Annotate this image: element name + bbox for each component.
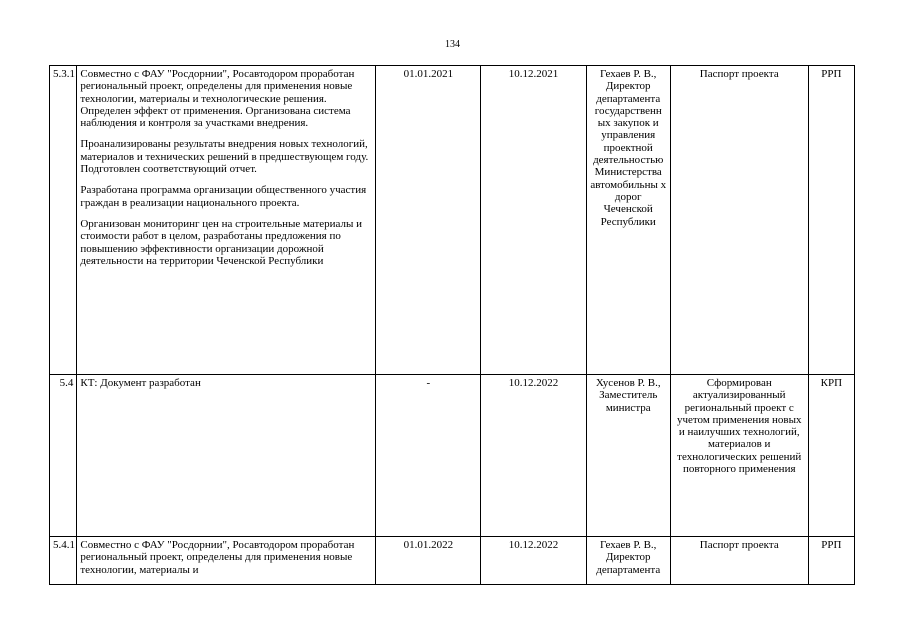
end-date: 10.12.2022 <box>481 537 586 585</box>
description-paragraph: Разработана программа организации общественного участия граждан в реализации национального проекта. <box>80 184 367 209</box>
control-level: РРП <box>808 537 854 585</box>
row-number: 5.3.1 <box>50 66 77 375</box>
responsible-person: Гехаев Р. В., Директор департамента <box>586 537 670 585</box>
control-level: РРП <box>808 66 854 375</box>
table-row <box>50 537 855 585</box>
description-paragraph: Совместно с ФАУ "Росдорнии", Росавтодором проработан региональный проект, определены для применения новые технологии, материалы и технологические решения. Определен эффект от применения. Организована система наблюдения и контроля за участками внедрения. <box>80 68 355 130</box>
start-date: 01.01.2021 <box>376 66 481 375</box>
responsible-person: Хусенов Р. В., Заместитель министра <box>586 375 670 537</box>
description-paragraph: Проанализированы результаты внедрения новых технологий, материалов и технических решений в предшествующем году. Подготовлен соответствующий отчет. <box>80 138 369 176</box>
end-date: 10.12.2021 <box>481 66 586 375</box>
row-description <box>77 537 376 585</box>
row-description <box>77 66 376 375</box>
description-paragraph: Организован мониторинг цен на строительные материалы и стоимости работ в целом, разработаны предложения по повышению эффективности организации дорожной деятельности на территории Чеченской Республики <box>80 217 363 267</box>
control-level: КРП <box>808 375 854 537</box>
start-date: - <box>376 375 481 537</box>
result-document: Паспорт проекта <box>670 66 808 375</box>
result-document: Паспорт проекта <box>670 537 808 585</box>
responsible-person: Гехаев Р. В., Директор департамента государственн ых закупок и управления проектной деятельностью Министерства автомобильны х дорог Чеченской Республики <box>586 66 670 375</box>
start-date: 01.01.2022 <box>376 537 481 585</box>
page-number: 134 <box>445 39 460 50</box>
result-document: Сформирован актуализированный региональный проект с учетом применения новых и наилучших технологий, материалов и технологических решений повторного применения <box>670 375 808 537</box>
row-number: 5.4 <box>50 375 77 537</box>
description-paragraph: КТ: Документ разработан <box>80 377 201 389</box>
description-paragraph: Совместно с ФАУ "Росдорнии", Росавтодором проработан региональный проект, определены для применения новые технологии, материалы и <box>80 539 355 576</box>
table-row <box>50 375 855 537</box>
row-description <box>77 375 376 537</box>
row-number: 5.4.1 <box>50 537 77 585</box>
table-row <box>50 66 855 375</box>
end-date: 10.12.2022 <box>481 375 586 537</box>
plan-table <box>49 65 855 585</box>
